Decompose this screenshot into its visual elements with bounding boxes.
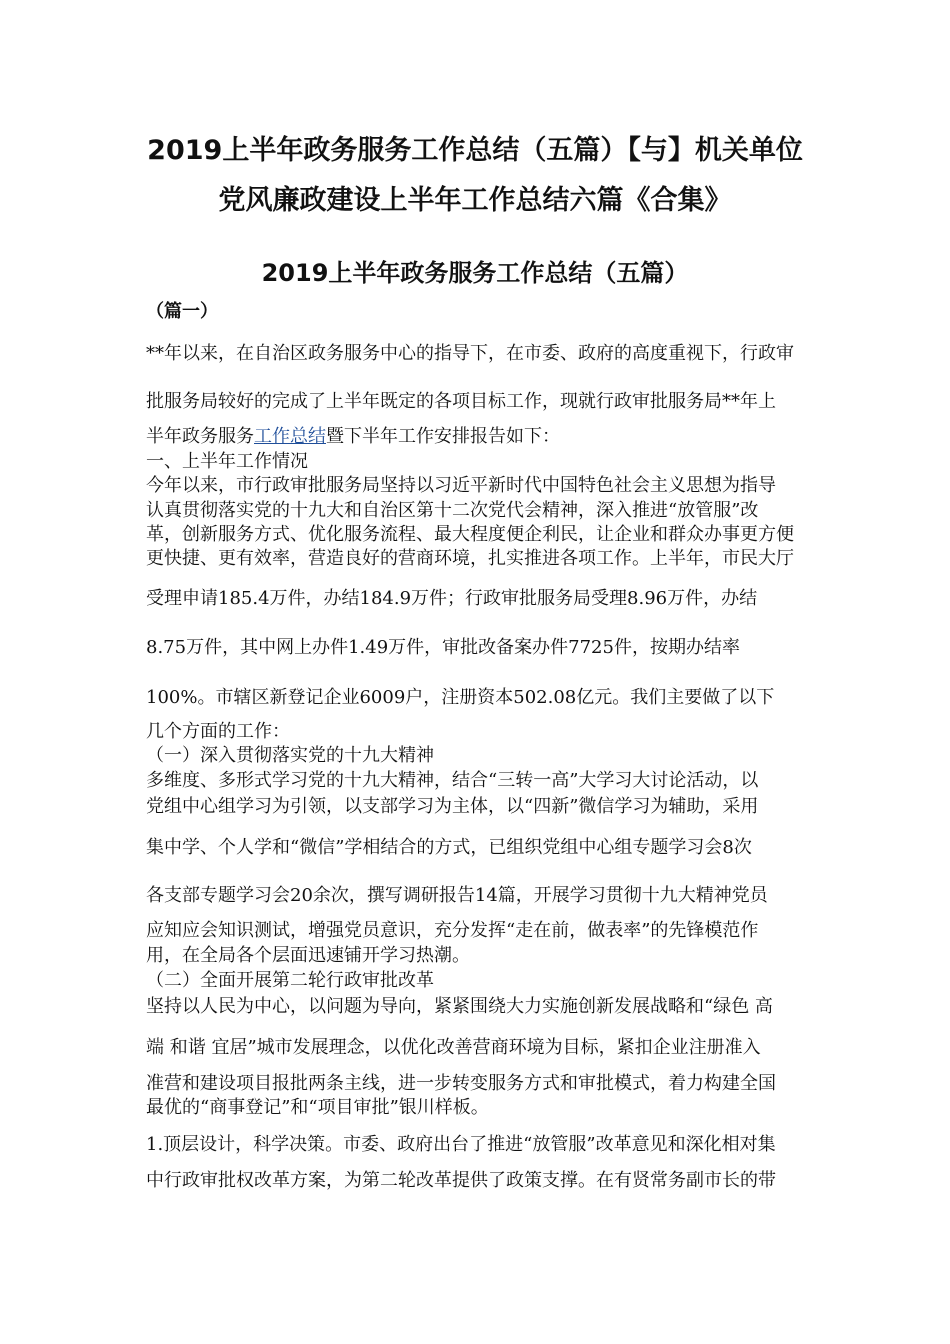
paragraph-line: 最优的“商事登记”和“项目审批”银川样板。 xyxy=(146,1097,489,1118)
paragraph-line: **年以来，在自治区政务服务中心的指导下，在市委、政府的高度重视下，行政审 xyxy=(146,343,794,364)
paragraph-line: 认真贯彻落实党的十九大和自治区第十二次党代会精神，深入推进“放管服”改 xyxy=(146,500,759,521)
paragraph-text: 半年政务服务 xyxy=(146,426,254,447)
paragraph-line: 各支部专题学习会20余次，撰写调研报告14篇，开展学习贯彻十九大精神党员 xyxy=(146,885,768,906)
paragraph-line: 坚持以人民为中心，以问题为导向，紧紧围绕大力实施创新发展战略和“绿色 高 xyxy=(146,996,773,1017)
paragraph-line: 批服务局较好的完成了上半年既定的各项目标工作，现就行政审批服务局**年上 xyxy=(146,391,776,412)
paragraph-line: 党组中心组学习为引领，以支部学习为主体，以“四新”微信学习为辅助，采用 xyxy=(146,796,759,817)
paragraph-text: 暨下半年工作安排报告如下： xyxy=(326,426,560,447)
section-title: 2019上半年政务服务工作总结（五篇） xyxy=(261,259,689,287)
work-summary-link[interactable]: 工作总结 xyxy=(254,426,326,447)
paragraph-line: 准营和建设项目报批两条主线，进一步转变服务方式和审批模式，着力构建全国 xyxy=(146,1073,776,1094)
document-title-line2: 党风廉政建设上半年工作总结六篇《合集》 xyxy=(218,185,732,216)
paragraph-line: 8.75万件，其中网上办件1.49万件，审批改备案办件7725件，按期办结率 xyxy=(146,637,740,658)
paragraph-line: 革，创新服务方式、优化服务流程、最大程度便企利民，让企业和群众办事更方便 xyxy=(146,524,794,545)
paragraph-line: 今年以来，市行政审批服务局坚持以习近平新时代中国特色社会主义思想为指导 xyxy=(146,475,776,496)
subsection-heading: （二）全面开展第二轮行政审批改革 xyxy=(146,970,434,991)
paragraph-line: 用，在全局各个层面迅速铺开学习热潮。 xyxy=(146,945,470,966)
paragraph-line: 集中学、个人学和“微信”学相结合的方式，已组织党组中心组专题学习会8次 xyxy=(146,837,752,858)
subsection-heading: （一）深入贯彻落实党的十九大精神 xyxy=(146,745,434,766)
part-label: （篇一） xyxy=(146,301,218,322)
paragraph-line: 1.顶层设计，科学决策。市委、政府出台了推进“放管服”改革意见和深化相对集 xyxy=(146,1134,776,1155)
paragraph-line: 应知应会知识测试，增强党员意识，充分发挥“走在前，做表率”的先锋模范作 xyxy=(146,920,759,941)
paragraph-line: 100%。市辖区新登记企业6009户，注册资本502.08亿元。我们主要做了以下 xyxy=(146,687,775,708)
paragraph-line xyxy=(146,426,560,448)
paragraph-line: 中行政审批权改革方案，为第二轮改革提供了政策支撑。在有贤常务副市长的带 xyxy=(146,1170,776,1191)
paragraph-line: 端 和谐 宜居”城市发展理念，以优化改善营商环境为目标，紧扣企业注册准入 xyxy=(146,1037,761,1058)
document-title-line1: 2019上半年政务服务工作总结（五篇）【与】机关单位 xyxy=(147,135,803,166)
section-heading: 一、上半年工作情况 xyxy=(146,451,308,472)
paragraph-line: 多维度、多形式学习党的十九大精神，结合“三转一高”大学习大讨论活动，以 xyxy=(146,770,759,791)
paragraph-line: 几个方面的工作： xyxy=(146,721,290,742)
paragraph-line: 更快捷、更有效率，营造良好的营商环境，扎实推进各项工作。上半年，市民大厅 xyxy=(146,548,794,569)
paragraph-line: 受理申请185.4万件，办结184.9万件；行政审批服务局受理8.96万件，办结 xyxy=(146,588,758,609)
